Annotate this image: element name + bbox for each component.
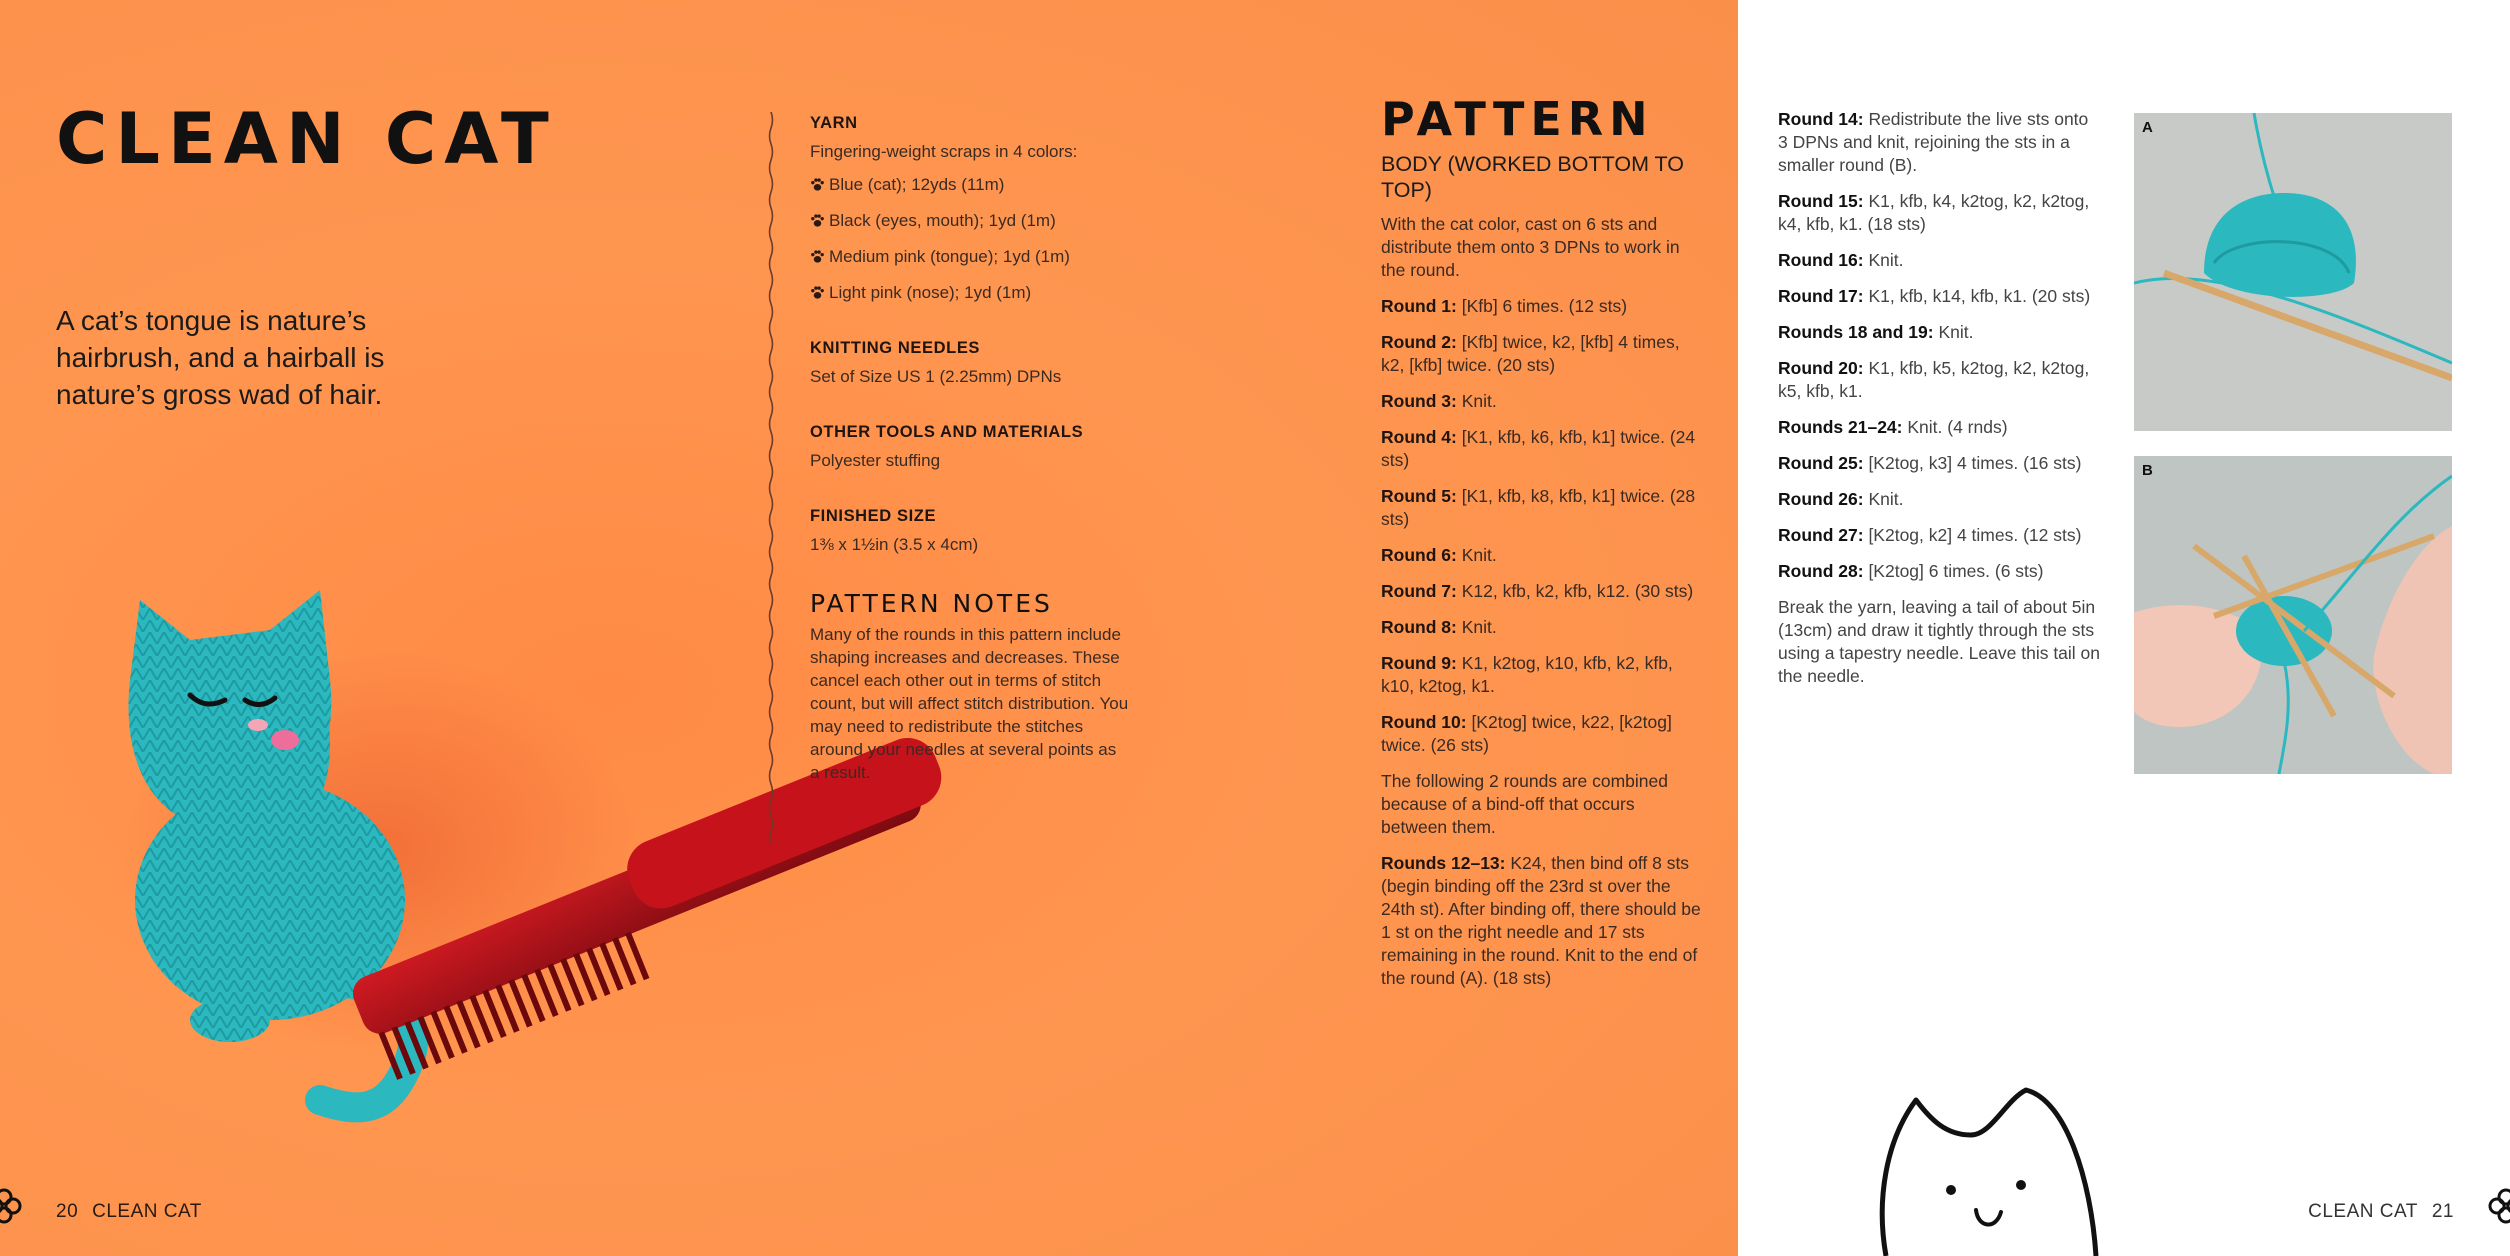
- yarn-list: [810, 173, 1130, 304]
- round-row: [1778, 249, 2100, 272]
- figure-b: [2134, 456, 2452, 774]
- paw-icon: [810, 213, 825, 228]
- round-label: Round 25:: [1778, 453, 1864, 473]
- round-label: Rounds 18 and 19:: [1778, 322, 1934, 342]
- round-row: [1778, 524, 2100, 547]
- list-item: [810, 281, 1130, 304]
- size-section: [810, 505, 1130, 556]
- tools-text: Polyester stuffing: [810, 451, 941, 470]
- round-row: [1381, 852, 1703, 990]
- closing-text: Break the yarn, leaving a tail of about 5in (13cm) and draw it tightly through the sts using a tapestry needle. Leave this tail on the needle.: [1778, 597, 2101, 686]
- combined-note: The following 2 rounds are combined because of a bind-off that occurs between them.: [1381, 771, 1668, 837]
- round-text: Knit.: [1868, 489, 1904, 509]
- round-row: [1381, 485, 1703, 531]
- round-label: Round 15:: [1778, 191, 1864, 211]
- rounds-column: [1778, 108, 2100, 701]
- round-text: K1, kfb, k14, kfb, k1. (20 sts): [1868, 286, 2091, 306]
- round-label: Round 17:: [1778, 286, 1864, 306]
- round-label: Round 10:: [1381, 712, 1467, 732]
- round-label: Round 7:: [1381, 581, 1457, 601]
- round-label: Round 2:: [1381, 332, 1457, 352]
- paw-icon: [810, 249, 825, 264]
- figure-letter: B: [2142, 462, 2153, 479]
- yarn-item-text: Black (eyes, mouth); 1yd (1m): [829, 211, 1056, 230]
- list-item: [810, 173, 1130, 196]
- round-text: [K2tog] 6 times. (6 sts): [1868, 561, 2044, 581]
- round-label: Round 4:: [1381, 427, 1457, 447]
- round-row: [1381, 652, 1703, 698]
- round-text: K24, then bind off 8 sts (begin binding off the 23rd st over the 24th st). After binding off, there should be 1 st on the right needle and 17 sts remaining in the round. Knit to the end of the round (A). (18 sts): [1381, 853, 1701, 988]
- paw-icon: [810, 285, 825, 300]
- round-row: [1381, 390, 1703, 413]
- footer-left: [56, 1201, 202, 1223]
- cat-doodle-icon: [1866, 1080, 2106, 1256]
- round-text: [K2tog, k3] 4 times. (16 sts): [1868, 453, 2082, 473]
- list-item: [810, 209, 1130, 232]
- body-subtitle: BODY (WORKED BOTTOM TO TOP): [1381, 152, 1685, 202]
- size-text: 1⅜ x 1½in (3.5 x 4cm): [810, 535, 979, 554]
- round-label: Round 9:: [1381, 653, 1457, 673]
- figure-letter: A: [2142, 119, 2153, 136]
- needles-text: Set of Size US 1 (2.25mm) DPNs: [810, 367, 1062, 386]
- flower-logo-icon: [2488, 1188, 2510, 1224]
- round-row: [1778, 357, 2100, 403]
- footer-label: CLEAN CAT: [92, 1201, 202, 1222]
- yarn-item-text: Blue (cat); 12yds (11m): [829, 175, 1005, 194]
- flower-logo-icon: [0, 1188, 22, 1224]
- round-text: Redistribute the live sts onto 3 DPNs and knit, rejoining the sts in a smaller round (B).: [1778, 109, 2089, 175]
- round-text: [K2tog, k2] 4 times. (12 sts): [1868, 525, 2082, 545]
- round-row: [1381, 544, 1703, 567]
- page-number: 21: [2431, 1201, 2454, 1222]
- pattern-title: PATTERN: [1381, 92, 1654, 146]
- round-text: [K1, kfb, k8, kfb, k1] twice. (28 sts): [1381, 486, 1696, 529]
- round-row: [1778, 285, 2100, 308]
- round-label: Round 20:: [1778, 358, 1864, 378]
- round-label: Round 27:: [1778, 525, 1864, 545]
- round-text: [K2tog] twice, k22, [k2tog] twice. (26 sts): [1381, 712, 1672, 755]
- tools-section: [810, 421, 1130, 472]
- round-label: Round 14:: [1778, 109, 1864, 129]
- round-text: Knit.: [1938, 322, 1974, 342]
- round-text: K1, k2tog, k10, kfb, k2, kfb, k10, k2tog, k1.: [1381, 653, 1673, 696]
- yarn-intro: Fingering-weight scraps in 4 colors:: [810, 142, 1078, 161]
- round-label: Round 1:: [1381, 296, 1457, 316]
- round-text: Knit.: [1461, 545, 1497, 565]
- round-label: Round 3:: [1381, 391, 1457, 411]
- needles-label: KNITTING NEEDLES: [810, 339, 981, 357]
- round-label: Rounds 21–24:: [1778, 417, 1903, 437]
- knitting-photo-a: [2134, 113, 2452, 431]
- yarn-item-text: Light pink (nose); 1yd (1m): [829, 283, 1032, 302]
- round-text: Knit.: [1461, 391, 1497, 411]
- round-text: K12, kfb, k2, kfb, k12. (30 sts): [1461, 581, 1694, 601]
- pattern-intro: With the cat color, cast on 6 sts and distribute them onto 3 DPNs to work in the round.: [1381, 214, 1680, 280]
- round-label: Round 16:: [1778, 250, 1864, 270]
- round-row: [1778, 452, 2100, 475]
- list-item: [810, 245, 1130, 268]
- round-text: K1, kfb, k4, k2tog, k2, k2tog, k4, kfb, k1. (18 sts): [1778, 191, 2090, 234]
- round-text: [Kfb] twice, k2, [kfb] 4 times, k2, [kfb] twice. (20 sts): [1381, 332, 1680, 375]
- paw-icon: [810, 177, 825, 192]
- round-label: Round 5:: [1381, 486, 1457, 506]
- needles-section: [810, 337, 1130, 388]
- round-row: [1778, 488, 2100, 511]
- yarn-section: [810, 112, 1130, 304]
- size-label: FINISHED SIZE: [810, 507, 937, 525]
- round-row: [1778, 321, 2100, 344]
- knitting-photo-b: [2134, 456, 2452, 774]
- round-text: K1, kfb, k5, k2tog, k2, k2tog, k5, kfb, k1.: [1778, 358, 2090, 401]
- footer-label: CLEAN CAT: [2308, 1201, 2418, 1222]
- round-row: [1381, 331, 1703, 377]
- round-text: [Kfb] 6 times. (12 sts): [1461, 296, 1628, 316]
- yarn-label: YARN: [810, 114, 858, 132]
- round-row: [1381, 295, 1703, 318]
- round-label: Rounds 12–13:: [1381, 853, 1506, 873]
- round-text: Knit.: [1461, 617, 1497, 637]
- tools-label: OTHER TOOLS AND MATERIALS: [810, 423, 1084, 441]
- round-row: [1381, 711, 1703, 757]
- pattern-notes-text: Many of the rounds in this pattern include shaping increases and decreases. These cancel each other out in terms of stitch count, but will affect stitch distribution. You may need to redistribute the stitches around your needles at several points as a result.: [810, 625, 1129, 782]
- round-label: Round 6:: [1381, 545, 1457, 565]
- round-text: Knit. (4 rnds): [1907, 417, 2008, 437]
- round-text: Knit.: [1868, 250, 1904, 270]
- round-row: [1778, 190, 2100, 236]
- page-title: CLEAN CAT: [56, 98, 557, 180]
- round-row: [1778, 108, 2100, 177]
- round-row: [1778, 560, 2100, 583]
- round-label: Round 28:: [1778, 561, 1864, 581]
- round-label: Round 26:: [1778, 489, 1864, 509]
- pattern-column: [1381, 92, 1703, 1003]
- round-row: [1381, 426, 1703, 472]
- materials-column: [810, 112, 1130, 784]
- figure-a: [2134, 113, 2452, 431]
- wavy-divider: [766, 112, 776, 844]
- round-row: [1778, 416, 2100, 439]
- pattern-notes-title: PATTERN NOTES: [810, 589, 1053, 618]
- yarn-item-text: Medium pink (tongue); 1yd (1m): [829, 247, 1070, 266]
- round-row: [1381, 616, 1703, 639]
- page-number: 20: [56, 1201, 79, 1222]
- round-row: [1381, 580, 1703, 603]
- right-page: [1738, 0, 2510, 1256]
- round-label: Round 8:: [1381, 617, 1457, 637]
- lead-text: A cat’s tongue is nature’s hairbrush, and a hairball is nature’s gross wad of hair.: [56, 305, 385, 410]
- round-text: [K1, kfb, k6, kfb, k1] twice. (24 sts): [1381, 427, 1696, 470]
- footer-right: [2308, 1201, 2454, 1223]
